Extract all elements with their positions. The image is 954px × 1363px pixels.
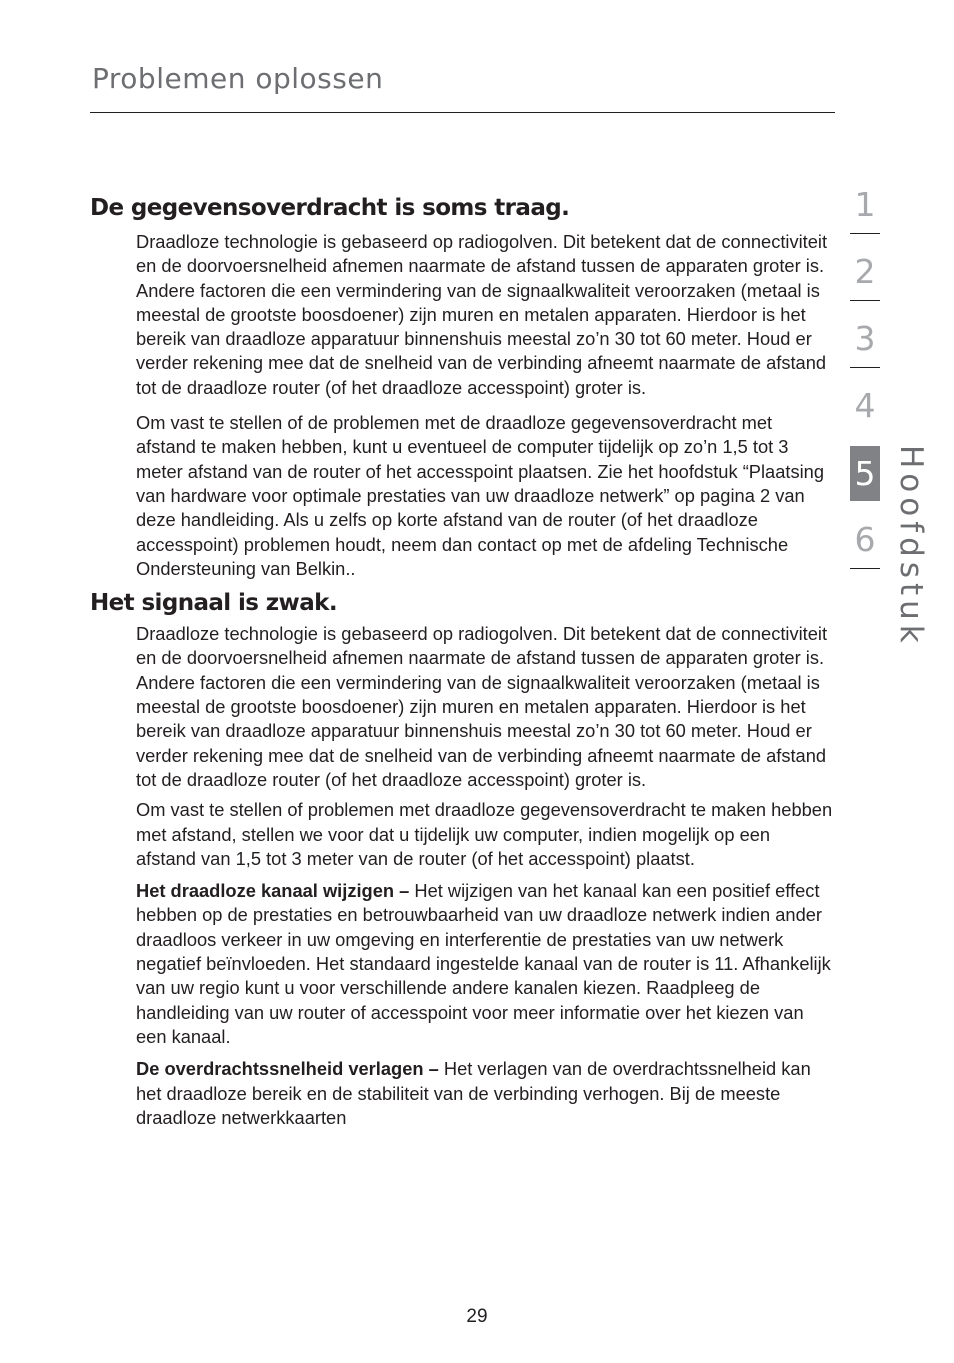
tip-text: Het verlagen van de overdrachtssnelheid kan het draadloze bereik en de stabiliteit van de verbinding verhogen. Bij de meeste draadloze netwerkkaarten [136,1058,811,1128]
chapter-tab-3[interactable]: 3 [854,319,876,358]
page-header-title: Problemen oplossen [92,62,384,95]
section-paragraph: Om vast te stellen of problemen met draadloze gegevensoverdracht te maken hebben met afstand, stellen we voor dat u tijdelijk uw computer, indien mogelijk op een afstand van 1,5 tot 3 meter van de router (of het accesspoint) plaatst. [136,799,833,869]
section-paragraph: Draadloze technologie is gebaseerd op radiogolven. Dit betekent dat de connectiviteit en de doorvoersnelheid afnemen naarmate de afstand tussen de apparaten groter is. Andere factoren die een vermindering van de signaalkwaliteit veroorzaken (metaal is meestal de grootste boosdoener) zijn muren en metalen apparaten. Hierdoor is het bereik van draadloze apparatuur binnenshuis meestal zo’n 30 tot 60 meter. Houd er verder rekening mee dat de snelheid van de verbinding afneemt naarmate de afstand tot de draadloze router (of het draadloze accesspoint) groter is. [136,623,828,790]
chapter-tab-5-active[interactable]: 5 [850,446,880,501]
tip-lower-speed [136,1057,835,1130]
section-heading-slow-transfer: De gegevensoverdracht is soms traag. [90,195,570,221]
section-paragraph: Draadloze technologie is gebaseerd op radiogolven. Dit betekent dat de connectiviteit en de doorvoersnelheid afnemen naarmate de afstand tussen de apparaten groter is. Andere factoren die een vermindering van de signaalkwaliteit veroorzaken (metaal is meestal de grootste boosdoener) zijn muren en metalen apparaten. Hierdoor is het bereik van draadloze apparatuur binnenshuis meestal zo’n 30 tot 60 meter. Houd er verder rekening mee dat de snelheid van de verbinding afneemt naarmate de afstand tot de draadloze router (of het draadloze accesspoint) groter is. [136,231,828,398]
page-number: 29 [466,1306,488,1327]
chapter-divider [850,300,880,301]
section-heading-weak-signal: Het signaal is zwak. [90,590,337,617]
tip-lead: De overdrachtssnelheid verlagen – [136,1058,439,1080]
chapter-tab-2[interactable]: 2 [854,252,876,291]
chapter-tab-1[interactable]: 1 [854,185,876,224]
chapter-tab-4[interactable]: 4 [854,386,876,425]
main-content [90,192,835,1130]
chapter-side-label: Hoofdstuk [893,445,929,648]
tip-lead: Het draadloze kanaal wijzigen – [136,880,410,902]
chapter-tab-6[interactable]: 6 [854,520,876,559]
tip-text: Het wijzigen van het kanaal kan een positief effect hebben op de prestaties en betrouwbaarheid van uw draadloze netwerk indien ander draadloos verkeer in uw omgeving en interferentie de prestaties van uw netwerk negatief beïnvloeden. Het standaard ingestelde kanaal van de router is 11. Afhankelijk van uw regio kunt u voor verschillende andere kanalen kiezen. Raadpleeg de handleiding van uw router of accesspoint voor meer informatie over het kiezen van een kanaal. [136,880,831,1047]
chapter-divider [850,367,880,368]
chapter-divider [850,568,880,569]
chapter-divider [850,233,880,234]
header-divider [90,112,835,113]
section-paragraph: Om vast te stellen of de problemen met de draadloze gegevensoverdracht met afstand te maken hebben, kunt u eventueel de computer tijdelijk op zo’n 1,5 tot 3 meter afstand van de router of het accesspoint plaatsen. Zie het hoofdstuk “Plaatsing van hardware voor optimale prestaties van uw draadloze netwerk” op pagina 2 van deze handleiding. Als u zelfs op korte afstand van de router (of het draadloze accesspoint) problemen houdt, neem dan contact op met de afdeling Technische Ondersteuning van Belkin.. [136,412,824,579]
tip-change-channel [136,879,835,1049]
